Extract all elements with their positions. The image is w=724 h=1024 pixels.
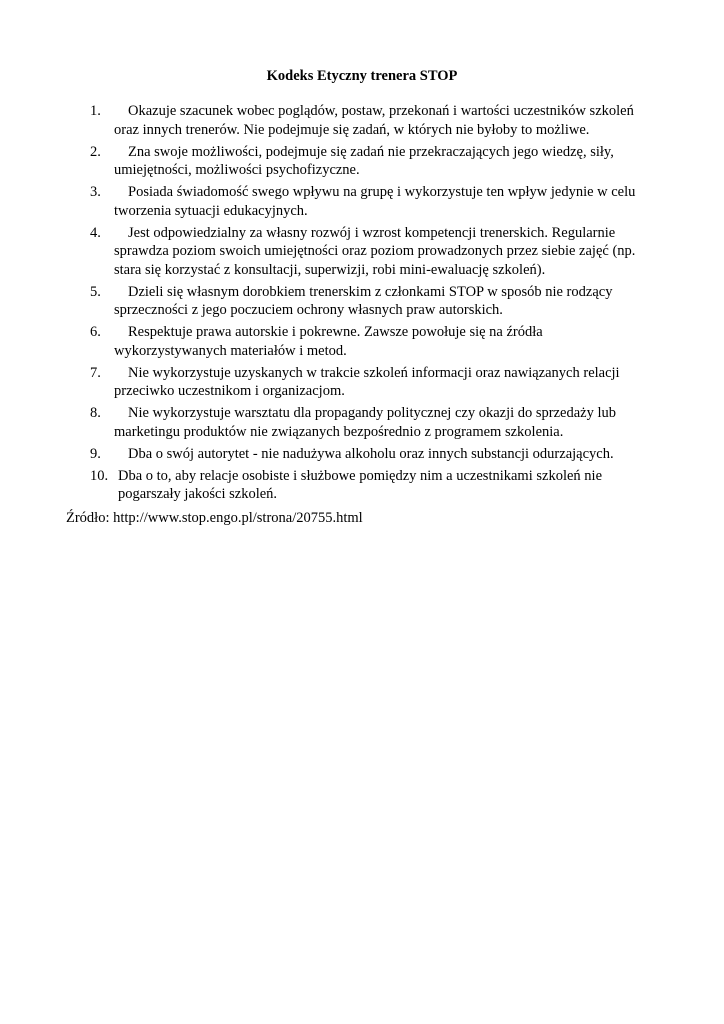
item-text: Dba o to, aby relacje osobiste i służbowe pomiędzy nim a uczestnikami szkoleń nie pogarszały jakości szkoleń. xyxy=(118,467,603,502)
item-number: 5. xyxy=(90,283,101,300)
source-citation: Źródło: http://www.stop.engo.pl/strona/20755.html xyxy=(66,510,363,526)
list-item xyxy=(90,467,650,504)
item-number: 1. xyxy=(90,103,101,119)
item-text: Dzieli się własnym dorobkiem trenerskim z członkami STOP w sposób nie rodzący sprzeczności z jego poczuciem ochrony własnych praw autorskich. xyxy=(114,283,613,318)
item-text: Jest odpowiedzialny za własny rozwój i wzrost kompetencji trenerskich. Regularnie sprawdza poziom swoich umiejętności oraz poziom prowadzonych przez siebie zajęć (np. stara się korzystać z konsultacji, superwizji, robi mini-ewaluację szkoleń). xyxy=(114,224,636,278)
code-of-ethics-list xyxy=(90,102,650,507)
item-number: 10. xyxy=(90,467,109,484)
item-text: Nie wykorzystuje uzyskanych w trakcie szkoleń informacji oraz nawiązanych relacji przeciwko uczestnikom i organizacjom. xyxy=(114,364,620,399)
list-item xyxy=(90,323,650,360)
item-text: Posiada świadomość swego wpływu na grupę i wykorzystuje ten wpływ jedynie w celu tworzenia sytuacji edukacyjnych. xyxy=(114,184,636,219)
item-number: 7. xyxy=(90,364,101,381)
item-number: 4. xyxy=(90,224,101,241)
list-item xyxy=(90,143,650,180)
item-text: Respektuje prawa autorskie i pokrewne. Zawsze powołuje się na źródła wykorzystywanych materiałów i metod. xyxy=(114,324,543,359)
item-number: 6. xyxy=(90,324,101,340)
list-item xyxy=(90,183,650,220)
list-item xyxy=(90,445,650,464)
item-number: 9. xyxy=(90,445,101,462)
item-text: Nie wykorzystuje warsztatu dla propagandy politycznej czy okazji do sprzedaży lub marketingu produktów nie związanych bezpośrednio z programem szkolenia. xyxy=(114,405,616,440)
item-number: 2. xyxy=(90,143,101,160)
list-item xyxy=(90,404,650,441)
item-text: Okazuje szacunek wobec poglądów, postaw, przekonań i wartości uczestników szkoleń oraz innych trenerów. Nie podejmuje się zadań, w których nie byłoby to możliwe. xyxy=(114,103,634,138)
item-number: 8. xyxy=(90,405,101,421)
item-number: 3. xyxy=(90,184,101,200)
item-text: Zna swoje możliwości, podejmuje się zadań nie przekraczających jego wiedzę, siły, umiejętności, możliwości psychofizyczne. xyxy=(114,143,614,178)
item-text: Dba o swój autorytet - nie nadużywa alkoholu oraz innych substancji odurzających. xyxy=(128,445,614,462)
document-title: Kodeks Etyczny trenera STOP xyxy=(266,68,458,84)
list-item xyxy=(90,283,650,320)
list-item xyxy=(90,224,650,280)
list-item xyxy=(90,364,650,401)
list-item xyxy=(90,102,650,139)
